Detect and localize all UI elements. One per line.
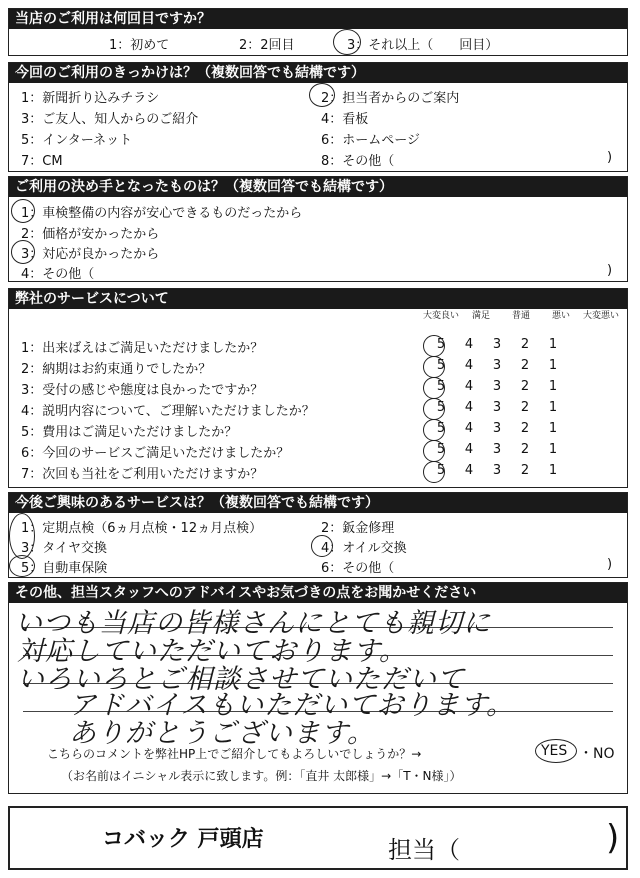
rating-option-2[interactable]: 2 bbox=[520, 379, 530, 394]
rating-option-2[interactable]: 2 bbox=[520, 421, 530, 436]
q3-selection-circle-3 bbox=[11, 240, 35, 264]
rating-option-2[interactable]: 2 bbox=[520, 463, 530, 478]
consent-no[interactable]: ・NO bbox=[579, 746, 615, 762]
q6-title: その他、担当スタッフへのアドバイスやお気づきの点をお聞かせください bbox=[9, 583, 627, 603]
q3-option-4-close: ) bbox=[607, 263, 613, 278]
q4-rating-row-3 bbox=[427, 379, 567, 394]
scale-very-bad: 大変悪い bbox=[582, 311, 619, 321]
consent-yes[interactable]: YES bbox=[541, 743, 568, 759]
staff-close-paren: ) bbox=[606, 818, 620, 858]
q3-option-2[interactable]: 2：価格が安かったから bbox=[21, 227, 160, 242]
rating-option-5[interactable]: 5 bbox=[436, 379, 446, 394]
q1-option-3[interactable]: 3：それ以上（ 回目） bbox=[347, 38, 499, 53]
q4-selection-circle-7 bbox=[423, 461, 445, 483]
rating-option-4[interactable]: 4 bbox=[464, 337, 474, 352]
shop-name: コバック 戸頭店 bbox=[102, 827, 264, 852]
rating-option-3[interactable]: 3 bbox=[492, 463, 502, 478]
q2-option-2[interactable]: 2：担当者からのご案内 bbox=[321, 91, 460, 106]
handwritten-comment-line-2: 対応していただいております。 bbox=[17, 636, 407, 667]
q3-option-3[interactable]: 3：対応が良かったから bbox=[21, 247, 160, 262]
handwritten-comment-line-1: いつも当店の皆様さんにとても親切に bbox=[15, 608, 491, 639]
q4-question-6: 6：今回のサービスご満足いただけましたか？ bbox=[21, 446, 290, 461]
rating-option-2[interactable]: 2 bbox=[520, 358, 530, 373]
q4-question-4: 4：説明内容について、ご理解いただけましたか？ bbox=[21, 404, 315, 419]
q3-section bbox=[8, 176, 628, 282]
q5-selection-circle-1-3 bbox=[9, 513, 35, 559]
rating-option-3[interactable]: 3 bbox=[492, 337, 502, 352]
q1-selection-circle bbox=[333, 29, 361, 55]
rating-option-4[interactable]: 4 bbox=[464, 463, 474, 478]
rating-option-4[interactable]: 4 bbox=[464, 379, 474, 394]
q2-selection-circle bbox=[309, 83, 335, 107]
q4-selection-circle-5 bbox=[423, 419, 445, 441]
q2-title: 今回のご利用のきっかけは？（複数回答でも結構です） bbox=[9, 63, 627, 83]
rating-option-1[interactable]: 1 bbox=[548, 442, 558, 457]
q4-scale-header bbox=[421, 311, 621, 321]
handwritten-comment-line-4: アドバイスもいただいております。 bbox=[69, 690, 515, 721]
scale-very-good: 大変良い bbox=[422, 311, 459, 321]
rating-option-3[interactable]: 3 bbox=[492, 379, 502, 394]
rating-option-1[interactable]: 1 bbox=[548, 337, 558, 352]
rating-option-5[interactable]: 5 bbox=[436, 400, 446, 415]
rating-option-2[interactable]: 2 bbox=[520, 337, 530, 352]
q3-title: ご利用の決め手となったものは？（複数回答でも結構です） bbox=[9, 177, 627, 197]
initials-note: （お名前はイニシャル表示に致します。例：「直井 太郎様」→「T・N様」） bbox=[61, 769, 462, 783]
q2-option-7[interactable]: 7：CM bbox=[21, 154, 63, 169]
rating-option-5[interactable]: 5 bbox=[436, 337, 446, 352]
rating-option-1[interactable]: 1 bbox=[548, 400, 558, 415]
rating-option-5[interactable]: 5 bbox=[436, 358, 446, 373]
q5-selection-circle-5 bbox=[9, 555, 35, 577]
q5-option-4[interactable]: 4：オイル交換 bbox=[321, 541, 407, 556]
handwritten-comment-line-5: ありがとうございます。 bbox=[69, 718, 375, 749]
q4-rating-row-1 bbox=[427, 337, 567, 352]
q2-section bbox=[8, 62, 628, 172]
q2-option-8[interactable]: 8：その他（ bbox=[321, 154, 395, 169]
consent-yes-circle bbox=[535, 739, 577, 763]
q4-rating-row-7 bbox=[427, 463, 567, 478]
rating-option-2[interactable]: 2 bbox=[520, 400, 530, 415]
q2-option-8-close: ) bbox=[607, 150, 613, 165]
q3-option-4[interactable]: 4：その他（ bbox=[21, 267, 95, 282]
q2-option-4[interactable]: 4：看板 bbox=[321, 112, 369, 127]
q4-selection-circle-4 bbox=[423, 398, 445, 420]
q5-selection-circle-4 bbox=[311, 535, 333, 557]
rating-option-1[interactable]: 1 bbox=[548, 379, 558, 394]
q4-selection-circle-2 bbox=[423, 356, 445, 378]
rating-option-4[interactable]: 4 bbox=[464, 358, 474, 373]
rating-option-1[interactable]: 1 bbox=[548, 463, 558, 478]
rating-option-3[interactable]: 3 bbox=[492, 400, 502, 415]
rating-option-2[interactable]: 2 bbox=[520, 442, 530, 457]
rating-option-1[interactable]: 1 bbox=[548, 421, 558, 436]
q3-option-1[interactable]: 1：車検整備の内容が安心できるものだったから bbox=[21, 206, 303, 221]
q5-option-6-close: ) bbox=[607, 557, 613, 572]
q4-selection-circle-6 bbox=[423, 440, 445, 462]
scale-satisfied: 満足 bbox=[471, 311, 490, 321]
rating-option-3[interactable]: 3 bbox=[492, 421, 502, 436]
handwritten-comment-line-3: いろいろとご相談させていただいて bbox=[17, 664, 465, 695]
q5-section bbox=[8, 492, 628, 578]
rating-option-4[interactable]: 4 bbox=[464, 400, 474, 415]
q5-option-1[interactable]: 1：定期点検（6ヵ月点検・12ヵ月点検） bbox=[21, 521, 263, 536]
q4-question-7: 7：次回も当社をご利用いただけますか？ bbox=[21, 467, 264, 482]
rating-option-4[interactable]: 4 bbox=[464, 442, 474, 457]
rating-option-4[interactable]: 4 bbox=[464, 421, 474, 436]
q2-option-6[interactable]: 6：ホームページ bbox=[321, 133, 421, 148]
rating-option-5[interactable]: 5 bbox=[436, 442, 446, 457]
q4-rating-row-5 bbox=[427, 421, 567, 436]
hp-consent-question: こちらのコメントを弊社HP上でご紹介してもよろしいでしょうか？→ bbox=[47, 747, 422, 761]
q1-option-2[interactable]: 2：2回目 bbox=[239, 38, 295, 53]
rating-option-3[interactable]: 3 bbox=[492, 442, 502, 457]
q3-selection-circle-1 bbox=[11, 199, 35, 223]
q4-selection-circle-1 bbox=[423, 335, 445, 357]
scale-bad: 悪い bbox=[551, 311, 570, 321]
q4-rating-row-2 bbox=[427, 358, 567, 373]
q2-option-5[interactable]: 5：インターネット bbox=[21, 133, 133, 148]
q1-section bbox=[8, 8, 628, 56]
q5-option-5[interactable]: 5：自動車保険 bbox=[21, 561, 108, 576]
q6-section bbox=[8, 582, 628, 794]
rating-option-1[interactable]: 1 bbox=[548, 358, 558, 373]
q4-rating-row-6 bbox=[427, 442, 567, 457]
q4-section bbox=[8, 288, 628, 488]
q4-rating-row-4 bbox=[427, 400, 567, 415]
q5-option-2[interactable]: 2：鈑金修理 bbox=[321, 521, 395, 536]
q4-title: 弊社のサービスについて bbox=[9, 289, 627, 309]
q4-question-5: 5：費用はご満足いただけましたか？ bbox=[21, 425, 238, 440]
q1-title: 当店のご利用は何回目ですか？ bbox=[9, 9, 627, 29]
q5-option-3[interactable]: 3：タイヤ交換 bbox=[21, 541, 108, 556]
q4-question-2: 2：納期はお約束通りでしたか？ bbox=[21, 362, 212, 377]
rating-option-5[interactable]: 5 bbox=[436, 463, 446, 478]
rating-option-5[interactable]: 5 bbox=[436, 421, 446, 436]
rating-option-3[interactable]: 3 bbox=[492, 358, 502, 373]
q2-option-3[interactable]: 3：ご友人、知人からのご紹介 bbox=[21, 112, 199, 127]
scale-normal: 普通 bbox=[511, 311, 530, 321]
q2-option-1[interactable]: 1：新聞折り込みチラシ bbox=[21, 91, 160, 106]
q5-title: 今後ご興味のあるサービスは？（複数回答でも結構です） bbox=[9, 493, 627, 513]
q1-option-1[interactable]: 1：初めて bbox=[109, 38, 170, 53]
q4-question-3: 3：受付の感じや態度は良かったですか？ bbox=[21, 383, 264, 398]
q5-option-6[interactable]: 6：その他（ bbox=[321, 561, 395, 576]
q4-question-1: 1：出来ばえはご満足いただけましたか？ bbox=[21, 341, 264, 356]
staff-label: 担当（ bbox=[388, 836, 460, 864]
footer-box bbox=[8, 806, 628, 870]
q4-selection-circle-3 bbox=[423, 377, 445, 399]
